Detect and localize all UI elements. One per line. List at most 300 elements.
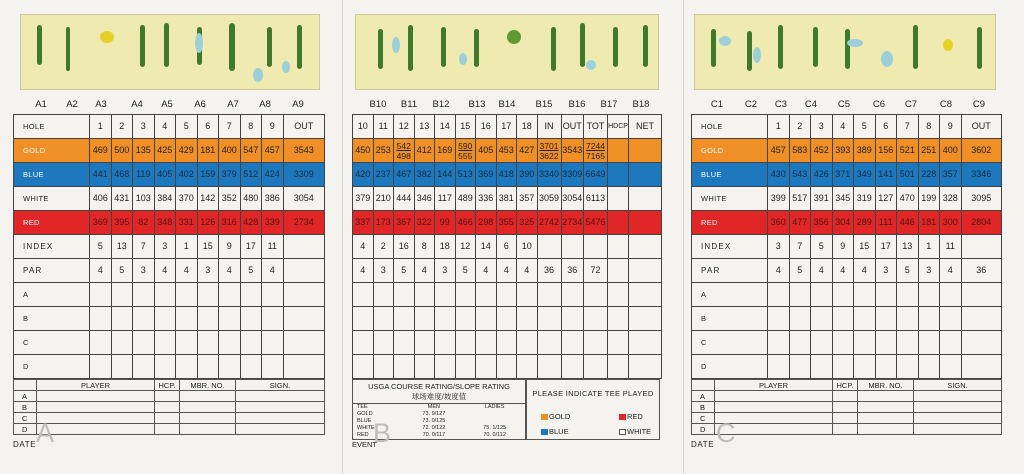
form-cell[interactable] bbox=[37, 424, 155, 435]
score-cell: 210 bbox=[373, 187, 394, 211]
score-cell[interactable] bbox=[394, 307, 415, 331]
row-label: WHITE bbox=[692, 187, 768, 211]
score-cell: 135 bbox=[133, 139, 155, 163]
score-cell[interactable] bbox=[197, 331, 219, 355]
score-cell[interactable] bbox=[219, 331, 241, 355]
score-cell: 82 bbox=[133, 211, 155, 235]
form-cell: SIGN. bbox=[236, 380, 325, 391]
score-cell[interactable] bbox=[240, 355, 262, 379]
score-cell: 9 bbox=[940, 115, 962, 139]
form-cell: PLAYER bbox=[37, 380, 155, 391]
score-cell[interactable] bbox=[875, 355, 897, 379]
score-cell: 470 bbox=[897, 187, 919, 211]
score-cell[interactable] bbox=[561, 331, 584, 355]
score-cell[interactable] bbox=[373, 331, 394, 355]
score-cell[interactable] bbox=[789, 307, 811, 331]
score-cell[interactable] bbox=[90, 307, 112, 331]
score-cell: 11 bbox=[262, 235, 284, 259]
score-cell: 304 bbox=[832, 211, 854, 235]
score-cell: 3 bbox=[918, 259, 940, 283]
score-cell[interactable] bbox=[176, 283, 198, 307]
score-cell[interactable] bbox=[940, 331, 962, 355]
tee-label: A8 bbox=[259, 99, 271, 110]
form-cell[interactable] bbox=[715, 402, 833, 413]
form-cell: 73. 9/127 bbox=[422, 411, 446, 417]
form-cell: C bbox=[14, 413, 37, 424]
score-cell[interactable] bbox=[476, 331, 497, 355]
score-cell[interactable] bbox=[537, 331, 561, 355]
form-cell[interactable] bbox=[858, 402, 914, 413]
form-cell: SIGN. bbox=[914, 380, 1002, 391]
form-cell[interactable] bbox=[858, 391, 914, 402]
score-cell[interactable] bbox=[154, 355, 176, 379]
score-cell[interactable] bbox=[455, 331, 476, 355]
score-cell: 159 bbox=[197, 163, 219, 187]
score-cell: 328 bbox=[940, 187, 962, 211]
score-cell[interactable] bbox=[961, 355, 1002, 379]
score-cell[interactable] bbox=[789, 331, 811, 355]
score-cell: 457 bbox=[262, 139, 284, 163]
score-cell[interactable] bbox=[455, 355, 476, 379]
score-cell[interactable] bbox=[537, 283, 561, 307]
score-cell: 427 bbox=[517, 139, 538, 163]
score-cell[interactable] bbox=[133, 355, 155, 379]
score-cell: 12 bbox=[394, 115, 415, 139]
stacked-yardage: 3701 3622 bbox=[537, 139, 561, 163]
score-cell[interactable] bbox=[897, 283, 919, 307]
form-cell: PLAYER bbox=[715, 380, 833, 391]
form-cell[interactable] bbox=[37, 413, 155, 424]
score-cell[interactable] bbox=[476, 355, 497, 379]
score-cell[interactable] bbox=[608, 355, 629, 379]
score-cell[interactable] bbox=[283, 355, 325, 379]
form-cell: RED bbox=[357, 432, 369, 438]
score-cell: 453 bbox=[496, 139, 517, 163]
score-cell[interactable] bbox=[133, 331, 155, 355]
score-cell[interactable] bbox=[629, 307, 662, 331]
score-cell: 181 bbox=[918, 211, 940, 235]
score-cell[interactable] bbox=[517, 307, 538, 331]
score-cell[interactable] bbox=[455, 307, 476, 331]
score-table-front bbox=[13, 114, 325, 379]
score-cell: 4 bbox=[154, 259, 176, 283]
score-cell: C bbox=[692, 331, 768, 355]
score-cell[interactable] bbox=[111, 283, 133, 307]
score-cell[interactable] bbox=[476, 307, 497, 331]
score-cell[interactable] bbox=[176, 331, 198, 355]
score-cell[interactable] bbox=[961, 307, 1002, 331]
score-cell: 316 bbox=[219, 211, 241, 235]
score-cell: 356 bbox=[811, 211, 833, 235]
score-cell[interactable] bbox=[875, 331, 897, 355]
form-cell[interactable] bbox=[37, 391, 155, 402]
hole-layouts-illustration bbox=[695, 15, 997, 91]
form-cell[interactable] bbox=[833, 391, 858, 402]
tee-label: B14 bbox=[498, 99, 516, 110]
score-cell: 4 bbox=[154, 115, 176, 139]
score-cell[interactable] bbox=[918, 307, 940, 331]
row-label: PAR bbox=[692, 259, 768, 283]
score-cell[interactable] bbox=[133, 283, 155, 307]
tee-played-title: PLEASE INDICATE TEE PLAYED bbox=[532, 389, 654, 398]
score-cell: 169 bbox=[435, 139, 456, 163]
row-label: RED bbox=[14, 211, 90, 235]
score-cell[interactable] bbox=[629, 355, 662, 379]
score-cell[interactable] bbox=[561, 355, 584, 379]
score-cell[interactable] bbox=[435, 307, 456, 331]
score-cell[interactable] bbox=[629, 283, 662, 307]
score-cell[interactable] bbox=[197, 355, 219, 379]
score-cell: 349 bbox=[854, 163, 876, 187]
score-cell[interactable] bbox=[90, 283, 112, 307]
score-cell[interactable] bbox=[608, 331, 629, 355]
form-cell: GOLD bbox=[357, 411, 373, 417]
score-cell bbox=[608, 163, 629, 187]
score-cell[interactable] bbox=[768, 331, 790, 355]
row-label: BLUE bbox=[692, 163, 768, 187]
score-cell[interactable] bbox=[90, 355, 112, 379]
score-cell[interactable] bbox=[897, 307, 919, 331]
form-cell[interactable] bbox=[236, 413, 325, 424]
score-cell[interactable] bbox=[832, 355, 854, 379]
score-cell[interactable] bbox=[961, 283, 1002, 307]
score-cell: 6 bbox=[197, 115, 219, 139]
form-cell[interactable] bbox=[833, 424, 858, 435]
score-cell[interactable] bbox=[561, 307, 584, 331]
score-cell[interactable] bbox=[940, 283, 962, 307]
player-score-row-d bbox=[14, 355, 325, 379]
score-cell[interactable] bbox=[154, 331, 176, 355]
score-cell: 173 bbox=[373, 211, 394, 235]
score-cell: 4 bbox=[517, 259, 538, 283]
date-label: DATE bbox=[13, 440, 37, 449]
form-cell[interactable] bbox=[236, 424, 325, 435]
white-swatch bbox=[619, 429, 626, 435]
score-cell: 9 bbox=[219, 235, 241, 259]
form-cell[interactable] bbox=[155, 424, 180, 435]
score-cell: 501 bbox=[897, 163, 919, 187]
score-cell[interactable] bbox=[197, 307, 219, 331]
score-cell: 370 bbox=[176, 187, 198, 211]
score-cell[interactable] bbox=[789, 355, 811, 379]
score-cell[interactable] bbox=[176, 307, 198, 331]
row-label: PAR bbox=[14, 259, 90, 283]
score-cell: 393 bbox=[832, 139, 854, 163]
score-cell[interactable] bbox=[832, 283, 854, 307]
tee-played-box bbox=[526, 379, 660, 440]
table-row bbox=[353, 404, 525, 411]
score-cell: OUT bbox=[961, 115, 1002, 139]
score-cell[interactable] bbox=[283, 331, 325, 355]
form-cell[interactable] bbox=[858, 424, 914, 435]
score-cell: 5 bbox=[854, 115, 876, 139]
score-cell[interactable] bbox=[537, 355, 561, 379]
score-cell[interactable] bbox=[897, 355, 919, 379]
form-cell[interactable] bbox=[914, 391, 1002, 402]
score-cell: 1 bbox=[176, 235, 198, 259]
form-cell[interactable] bbox=[180, 391, 236, 402]
score-cell[interactable] bbox=[373, 283, 394, 307]
score-cell: 386 bbox=[262, 187, 284, 211]
score-cell[interactable] bbox=[394, 355, 415, 379]
score-cell: 3095 bbox=[961, 187, 1002, 211]
white-tee-option[interactable]: WHITE bbox=[619, 427, 651, 436]
score-cell[interactable] bbox=[435, 355, 456, 379]
score-cell: 420 bbox=[353, 163, 374, 187]
score-cell bbox=[629, 259, 662, 283]
score-cell[interactable] bbox=[154, 307, 176, 331]
score-cell[interactable] bbox=[394, 331, 415, 355]
score-cell[interactable] bbox=[875, 283, 897, 307]
form-cell[interactable] bbox=[914, 413, 1002, 424]
form-cell[interactable] bbox=[914, 424, 1002, 435]
form-cell: A bbox=[14, 391, 37, 402]
score-cell bbox=[608, 139, 629, 163]
score-cell: 390 bbox=[517, 163, 538, 187]
score-cell: 3543 bbox=[283, 139, 325, 163]
player-info-table bbox=[13, 379, 325, 435]
score-cell[interactable] bbox=[373, 307, 394, 331]
form-cell: D bbox=[14, 424, 37, 435]
score-cell[interactable] bbox=[537, 307, 561, 331]
score-cell[interactable] bbox=[561, 283, 584, 307]
form-cell bbox=[464, 411, 525, 418]
player-score-row-b bbox=[692, 307, 1002, 331]
row-label: HOLE bbox=[14, 115, 90, 139]
score-cell[interactable] bbox=[414, 331, 435, 355]
score-cell: 2734 bbox=[561, 211, 584, 235]
score-cell[interactable] bbox=[176, 355, 198, 379]
score-cell[interactable] bbox=[219, 307, 241, 331]
red-tee-option[interactable]: RED bbox=[619, 412, 643, 421]
table-row bbox=[353, 411, 525, 418]
score-cell[interactable] bbox=[811, 355, 833, 379]
score-cell[interactable] bbox=[897, 331, 919, 355]
score-cell[interactable] bbox=[240, 331, 262, 355]
score-cell[interactable] bbox=[90, 331, 112, 355]
score-cell[interactable] bbox=[789, 283, 811, 307]
score-cell: 6113 bbox=[584, 187, 608, 211]
score-cell[interactable] bbox=[262, 355, 284, 379]
score-cell[interactable] bbox=[854, 307, 876, 331]
scorecard-panel-c bbox=[684, 0, 1024, 474]
score-cell: 412 bbox=[414, 139, 435, 163]
score-cell[interactable] bbox=[918, 355, 940, 379]
blue-tee-option[interactable]: BLUE bbox=[541, 427, 569, 436]
score-cell[interactable] bbox=[435, 331, 456, 355]
score-cell: D bbox=[692, 355, 768, 379]
score-cell[interactable] bbox=[262, 307, 284, 331]
score-cell[interactable] bbox=[476, 283, 497, 307]
score-cell bbox=[608, 187, 629, 211]
tee-labels bbox=[0, 99, 342, 111]
score-cell[interactable] bbox=[111, 307, 133, 331]
score-cell[interactable] bbox=[584, 283, 608, 307]
gold-tee-option[interactable]: GOLD bbox=[541, 412, 570, 421]
form-cell[interactable] bbox=[236, 391, 325, 402]
score-cell: 426 bbox=[811, 163, 833, 187]
score-cell: 3309 bbox=[561, 163, 584, 187]
tee-label: C9 bbox=[972, 99, 986, 110]
score-cell[interactable] bbox=[197, 283, 219, 307]
score-cell: 543 bbox=[789, 163, 811, 187]
score-cell: 400 bbox=[219, 139, 241, 163]
score-cell[interactable] bbox=[455, 283, 476, 307]
score-cell[interactable] bbox=[496, 307, 517, 331]
score-cell: 379 bbox=[353, 187, 374, 211]
score-cell[interactable] bbox=[435, 283, 456, 307]
score-cell[interactable] bbox=[629, 331, 662, 355]
score-cell: 468 bbox=[111, 163, 133, 187]
form-cell[interactable] bbox=[155, 402, 180, 413]
score-cell: 2 bbox=[111, 115, 133, 139]
score-cell: 418 bbox=[496, 163, 517, 187]
score-cell: TOT bbox=[584, 115, 608, 139]
score-cell[interactable] bbox=[240, 307, 262, 331]
score-cell: 36 bbox=[537, 259, 561, 283]
score-cell[interactable] bbox=[854, 331, 876, 355]
score-cell bbox=[629, 235, 662, 259]
score-cell bbox=[537, 235, 561, 259]
form-cell[interactable] bbox=[180, 402, 236, 413]
score-cell bbox=[608, 211, 629, 235]
score-cell[interactable] bbox=[584, 331, 608, 355]
hole-layouts-illustration bbox=[356, 15, 660, 91]
form-cell: HCP. bbox=[833, 380, 858, 391]
row-red bbox=[353, 211, 662, 235]
score-cell[interactable] bbox=[154, 283, 176, 307]
score-cell[interactable] bbox=[414, 307, 435, 331]
score-cell: 3 bbox=[197, 259, 219, 283]
score-cell[interactable] bbox=[283, 307, 325, 331]
score-cell[interactable] bbox=[608, 307, 629, 331]
form-cell[interactable] bbox=[833, 413, 858, 424]
score-cell[interactable] bbox=[584, 307, 608, 331]
score-cell[interactable] bbox=[918, 331, 940, 355]
score-cell[interactable] bbox=[940, 355, 962, 379]
score-cell: 5 bbox=[90, 235, 112, 259]
form-cell[interactable] bbox=[715, 391, 833, 402]
tee-label: A7 bbox=[227, 99, 239, 110]
score-cell[interactable] bbox=[854, 283, 876, 307]
score-cell[interactable] bbox=[940, 307, 962, 331]
score-cell[interactable] bbox=[496, 355, 517, 379]
score-cell: 424 bbox=[262, 163, 284, 187]
score-cell: 3 bbox=[811, 115, 833, 139]
form-cell[interactable] bbox=[180, 413, 236, 424]
score-cell[interactable] bbox=[768, 355, 790, 379]
form-cell: BLUE bbox=[357, 418, 372, 424]
score-cell: 4 bbox=[476, 259, 497, 283]
score-cell[interactable] bbox=[584, 355, 608, 379]
score-cell[interactable] bbox=[414, 283, 435, 307]
score-cell: 5 bbox=[455, 259, 476, 283]
score-cell[interactable] bbox=[854, 355, 876, 379]
row-par bbox=[353, 259, 662, 283]
score-cell: 2 bbox=[373, 235, 394, 259]
form-cell[interactable] bbox=[37, 402, 155, 413]
score-cell[interactable] bbox=[219, 283, 241, 307]
score-cell: D bbox=[14, 355, 90, 379]
score-cell[interactable] bbox=[111, 355, 133, 379]
score-cell[interactable] bbox=[353, 283, 374, 307]
score-cell[interactable] bbox=[373, 355, 394, 379]
score-cell[interactable] bbox=[768, 283, 790, 307]
score-cell: 391 bbox=[811, 187, 833, 211]
row-gold bbox=[353, 139, 662, 163]
score-cell[interactable] bbox=[517, 331, 538, 355]
score-cell[interactable] bbox=[918, 283, 940, 307]
score-cell[interactable] bbox=[517, 283, 538, 307]
tee-labels bbox=[343, 99, 683, 111]
score-cell[interactable] bbox=[353, 355, 374, 379]
score-cell: 36 bbox=[961, 259, 1002, 283]
score-cell: 16 bbox=[394, 235, 415, 259]
score-cell[interactable] bbox=[240, 283, 262, 307]
score-cell[interactable] bbox=[768, 307, 790, 331]
score-cell[interactable] bbox=[133, 307, 155, 331]
score-cell[interactable] bbox=[283, 283, 325, 307]
form-cell[interactable] bbox=[155, 391, 180, 402]
score-cell[interactable] bbox=[811, 331, 833, 355]
score-cell[interactable] bbox=[262, 283, 284, 307]
form-cell[interactable] bbox=[833, 402, 858, 413]
row-hole bbox=[353, 115, 662, 139]
rating-title: USGA COURSE RATING/SLOPE RATING bbox=[368, 382, 510, 391]
score-cell[interactable] bbox=[496, 283, 517, 307]
score-cell[interactable] bbox=[111, 331, 133, 355]
score-cell: 517 bbox=[789, 187, 811, 211]
score-cell: 457 bbox=[768, 139, 790, 163]
score-cell[interactable] bbox=[353, 307, 374, 331]
form-cell[interactable] bbox=[858, 413, 914, 424]
score-cell: 583 bbox=[789, 139, 811, 163]
score-cell[interactable] bbox=[875, 307, 897, 331]
score-cell[interactable] bbox=[496, 331, 517, 355]
course-map-front bbox=[20, 14, 320, 90]
score-cell: 336 bbox=[476, 187, 497, 211]
tee-label: C4 bbox=[804, 99, 818, 110]
score-table-third bbox=[691, 114, 1002, 379]
score-cell: 3 bbox=[133, 115, 155, 139]
panel-letter: B bbox=[373, 418, 392, 448]
form-cell[interactable] bbox=[155, 413, 180, 424]
score-cell: 367 bbox=[394, 211, 415, 235]
form-cell[interactable] bbox=[914, 402, 1002, 413]
tee-label: C1 bbox=[710, 99, 724, 110]
score-cell[interactable] bbox=[394, 283, 415, 307]
score-cell[interactable] bbox=[353, 331, 374, 355]
score-cell[interactable] bbox=[219, 355, 241, 379]
table-row bbox=[14, 380, 325, 391]
score-cell[interactable] bbox=[832, 331, 854, 355]
score-cell[interactable] bbox=[811, 283, 833, 307]
form-cell: MBR. NO. bbox=[180, 380, 236, 391]
score-cell[interactable] bbox=[832, 307, 854, 331]
row-label: BLUE bbox=[14, 163, 90, 187]
table-row bbox=[692, 391, 1002, 402]
score-cell[interactable] bbox=[517, 355, 538, 379]
score-cell[interactable] bbox=[811, 307, 833, 331]
score-cell[interactable] bbox=[608, 283, 629, 307]
tee-label: C8 bbox=[939, 99, 953, 110]
score-cell: 489 bbox=[455, 187, 476, 211]
score-cell[interactable] bbox=[961, 331, 1002, 355]
form-cell[interactable] bbox=[180, 424, 236, 435]
form-cell[interactable] bbox=[236, 402, 325, 413]
score-cell[interactable] bbox=[414, 355, 435, 379]
score-cell[interactable] bbox=[262, 331, 284, 355]
